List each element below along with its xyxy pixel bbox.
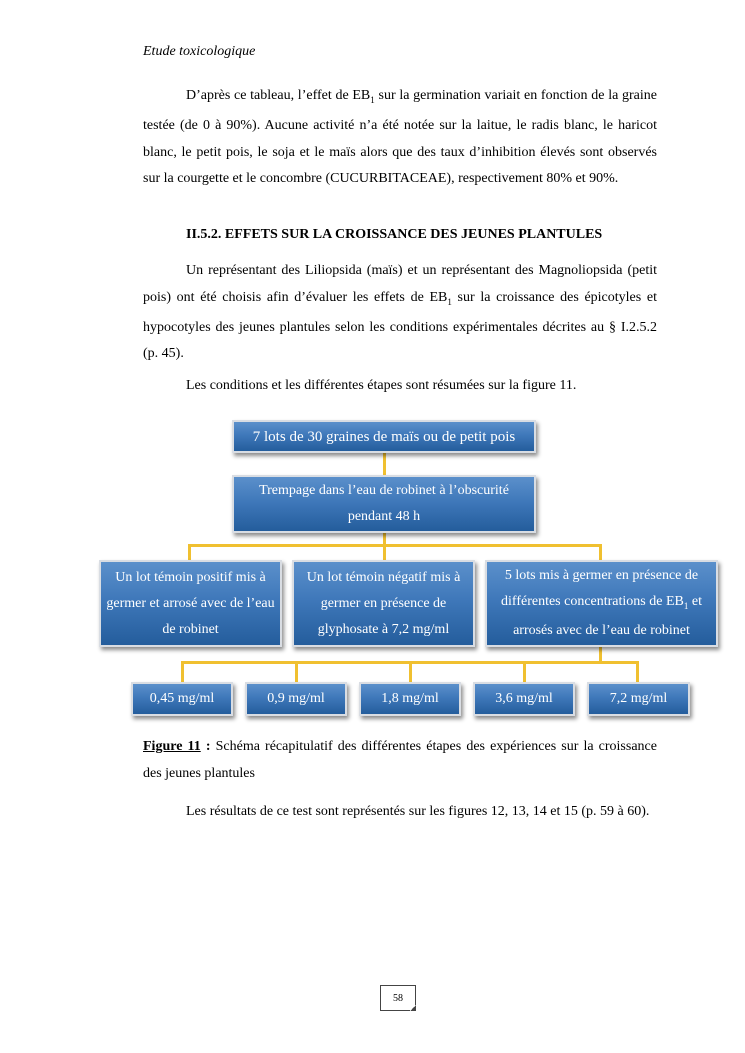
- page-number: [380, 985, 416, 1011]
- section-heading: II.5.2. EFFETS SUR LA CROISSANCE DES JEUNES PLANTULES: [186, 227, 603, 242]
- box-text: Un lot témoin positif mis à germer et arrosé avec de l’eau de robinet: [106, 569, 275, 637]
- diagram-box-concentration: [359, 682, 461, 716]
- box-text: 7 lots de 30 graines de maïs ou de petit pois: [252, 428, 516, 445]
- box-text: 1,8 mg/ml: [381, 691, 439, 706]
- paragraph-germination: [143, 83, 657, 193]
- box-text: Trempage dans l’eau de robinet à l’obscurité pendant 48 h: [259, 483, 509, 524]
- box-text: 7,2 mg/ml: [609, 691, 668, 706]
- diagram-box-seed-lots: [232, 420, 536, 453]
- figure-label: Figure 11: [143, 739, 201, 754]
- box-text: 0,9 mg/ml: [267, 691, 325, 706]
- page-number-text: 58: [393, 992, 403, 1004]
- paragraph-conditions: Les conditions et les différentes étapes sont résumées sur la figure 11.: [186, 378, 577, 393]
- page-fold-icon: [410, 1005, 416, 1011]
- connector-line: [383, 531, 386, 545]
- diagram-box-concentration: [587, 682, 690, 716]
- connector-line: [181, 661, 184, 683]
- diagram-box-soaking: [232, 475, 536, 533]
- caption-separator: :: [200, 739, 216, 754]
- connector-line: [636, 661, 639, 683]
- paragraph-results: Les résultats de ce test sont représentés sur les figures 12, 13, 14 et 15 (p. 59 à 60).: [186, 804, 650, 819]
- box-text: 3,6 mg/ml: [495, 691, 553, 706]
- paragraph-text: sur la croissance des épicotyles et hypocotyles des jeunes plantules selon les conditions expérimentales décrites au § I.2.5.2 (p. 45).: [143, 289, 657, 362]
- subscript: 1: [683, 600, 689, 611]
- diagram-box-treated-lots: [485, 560, 718, 647]
- connector-line: [383, 451, 386, 476]
- connector-line: [523, 661, 526, 683]
- diagram-box-positive-control: [99, 560, 282, 647]
- box-text: Un lot témoin négatif mis à germer en présence de glyphosate à 7,2 mg/ml: [306, 569, 461, 637]
- paragraph-text: Un représentant des Liliopsida (maïs) et un représentant des Magnoliopsida (petit pois) ont été choisis afin d’évaluer les effets de EB: [143, 263, 657, 305]
- diagram-box-concentration: [245, 682, 347, 716]
- caption-text: Schéma récapitulatif des différentes étapes des expériences sur la croissance des jeunes plantules: [143, 739, 657, 781]
- connector-line: [599, 645, 602, 662]
- subscript: 1: [370, 94, 375, 105]
- box-text-part: 5 lots mis à germer en présence de différentes concentrations de EB: [501, 567, 699, 609]
- running-header: Etude toxicologique: [143, 44, 256, 59]
- paragraph-text: D’après ce tableau, l’effet de EB: [186, 88, 371, 103]
- paragraph-text: sur la germination variait en fonction de la graine testée (de 0 à 90%). Aucune activité n’a été notée sur la laitue, le radis blanc, le haricot blanc, le petit pois, le soja et le maïs alors que des taux d’inhibition élevés sont observés sur la courgette et le concombre (CUCURBITACEAE), respectivement 80% et 90%.: [143, 88, 657, 187]
- diagram-box-concentration: [131, 682, 233, 716]
- connector-line: [295, 661, 298, 683]
- diagram-box-negative-control: [292, 560, 475, 647]
- box-text: 0,45 mg/ml: [149, 691, 215, 706]
- figure-caption: [143, 734, 657, 787]
- connector-line: [188, 544, 602, 547]
- paragraph-plantules: [143, 258, 657, 368]
- connector-line: [409, 661, 412, 683]
- box-text-part: et arrosés avec de l’eau de robinet: [513, 593, 702, 639]
- box-text: [491, 563, 712, 645]
- subscript: 1: [447, 296, 452, 307]
- diagram-box-concentration: [473, 682, 575, 716]
